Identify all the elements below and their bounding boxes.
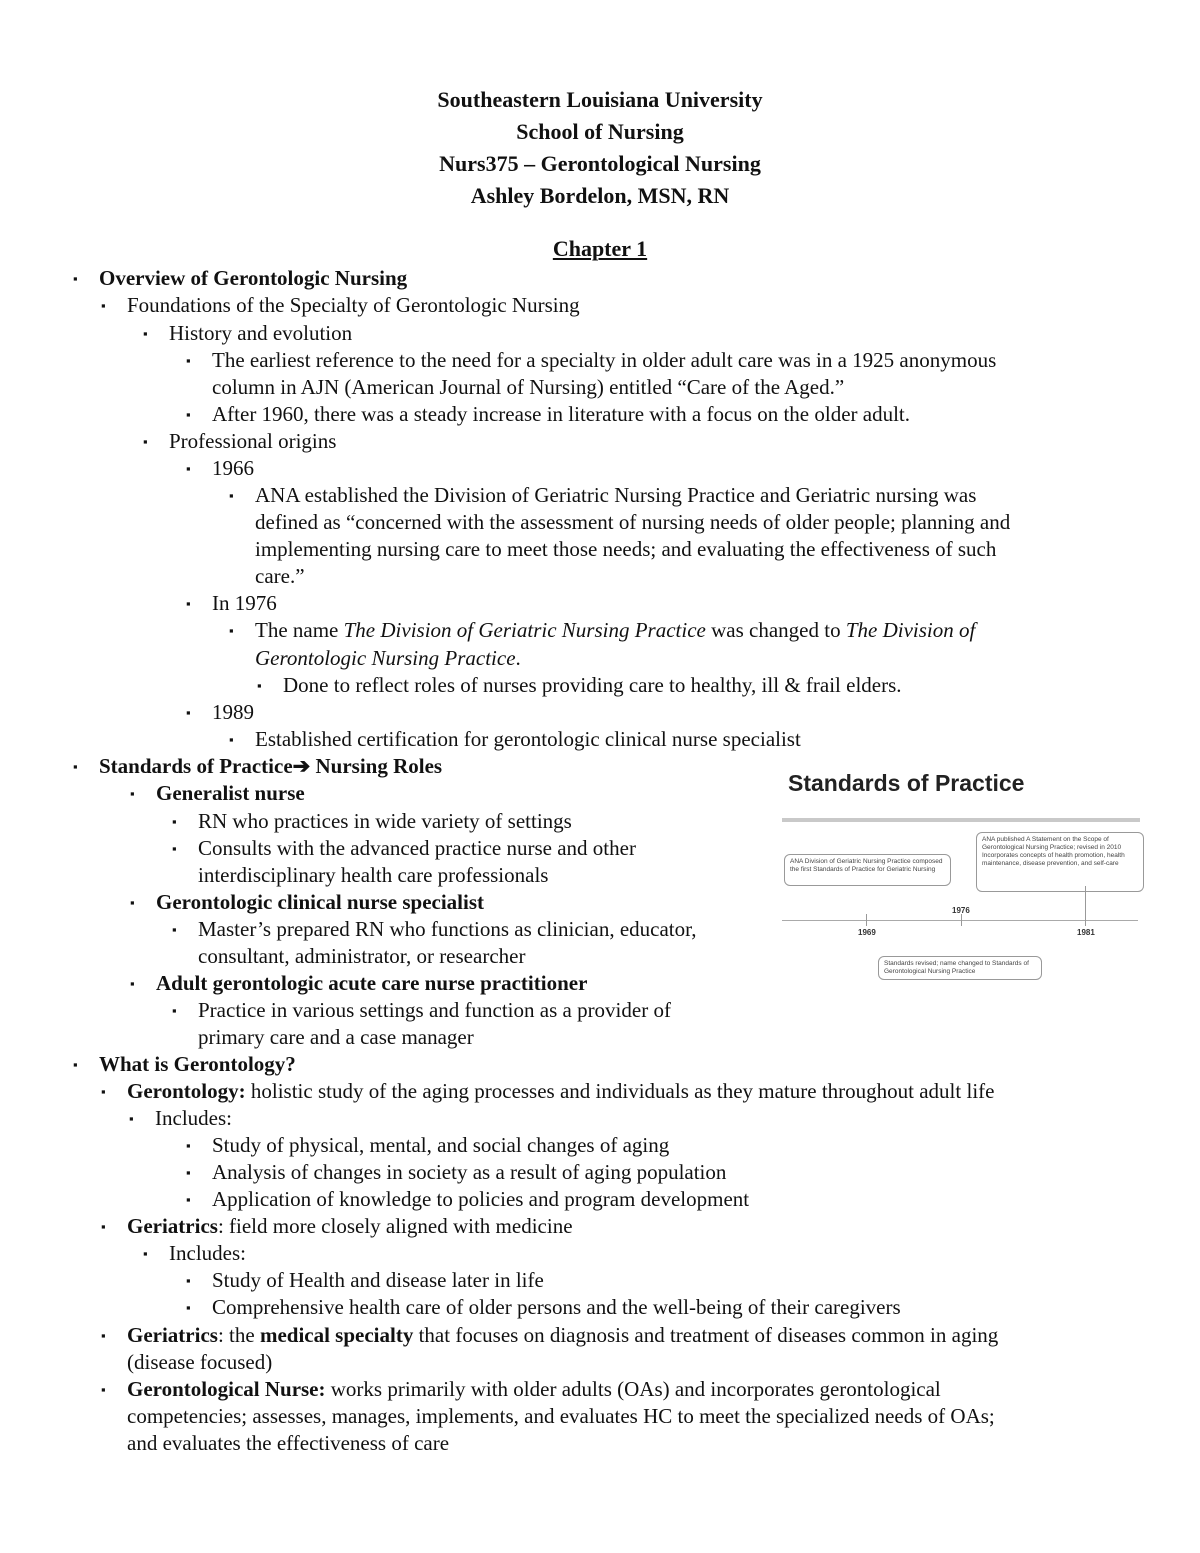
list-item: ▪ What is Gerontology? bbox=[73, 1052, 296, 1076]
timeline-box-1969: ANA Division of Geriatric Nursing Practice composed the first Standards of Practice for Geriatric Nursing bbox=[784, 854, 951, 886]
figure-title: Standards of Practice bbox=[788, 770, 1025, 796]
list-item: ▪ History and evolution bbox=[143, 321, 353, 345]
standards-timeline-figure bbox=[780, 762, 1142, 990]
list-item: ▪ Foundations of the Specialty of Gerontologic Nursing bbox=[101, 293, 580, 317]
list-item: ▪ Geriatrics: field more closely aligned with medicine bbox=[101, 1214, 573, 1238]
list-item: ▪ Adult gerontologic acute care nurse practitioner bbox=[130, 971, 588, 995]
list-item-continuation: column in AJN (American Journal of Nursing) entitled “Care of the Aged.” bbox=[212, 375, 845, 399]
list-item: ▪ The name The Division of Geriatric Nursing Practice was changed to The Division of bbox=[229, 618, 976, 642]
list-item-continuation: implementing nursing care to meet those needs; and evaluating the effectiveness of such bbox=[255, 537, 997, 561]
timeline-box-1981-text: ANA published A Statement on the Scope of Gerontological Nursing Practice; revised in 2010 bbox=[982, 836, 1122, 851]
chapter-title: Chapter 1 bbox=[552, 236, 648, 261]
document-header bbox=[0, 84, 1200, 212]
list-item: ▪ Gerontology: holistic study of the aging processes and individuals as they mature throughout adult life bbox=[101, 1079, 995, 1103]
arrow-right-icon: ➔ bbox=[292, 754, 311, 778]
list-item: ▪ In 1976 bbox=[186, 591, 277, 615]
list-item: ▪ Standards of Practice➔ Nursing Roles bbox=[73, 754, 443, 778]
timeline-tick bbox=[866, 914, 867, 926]
list-item-continuation: primary care and a case manager bbox=[198, 1025, 474, 1049]
list-item: ▪ Generalist nurse bbox=[130, 781, 305, 805]
list-item-continuation: Gerontologic Nursing Practice. bbox=[255, 646, 521, 670]
list-item-continuation: defined as “concerned with the assessment of nursing needs of older people; planning and bbox=[255, 510, 1011, 534]
list-item: ▪ Gerontologic clinical nurse specialist bbox=[130, 890, 485, 914]
list-item: ▪ Overview of Gerontologic Nursing bbox=[73, 266, 408, 290]
list-item: ▪ Application of knowledge to policies and program development bbox=[186, 1187, 750, 1211]
list-item-continuation: competencies; assesses, manages, implements, and evaluates HC to meet the specialized needs of OAs; bbox=[127, 1404, 995, 1428]
list-item: ▪ Consults with the advanced practice nurse and other bbox=[172, 836, 636, 860]
year-label: 1981 bbox=[1077, 928, 1095, 937]
list-item: ▪ Includes: bbox=[143, 1241, 246, 1265]
list-item: ▪ 1989 bbox=[186, 700, 254, 724]
school-name: School of Nursing bbox=[516, 119, 684, 144]
list-item-continuation: (disease focused) bbox=[127, 1350, 273, 1374]
university-name: Southeastern Louisiana University bbox=[437, 87, 763, 112]
list-item: ▪ Professional origins bbox=[143, 429, 337, 453]
timeline-box-1976: Standards revised; name changed to Standards of Gerontological Nursing Practice bbox=[878, 956, 1042, 980]
list-item: ▪ Comprehensive health care of older persons and the well-being of their caregivers bbox=[186, 1295, 901, 1319]
list-item: ▪ After 1960, there was a steady increase in literature with a focus on the older adult. bbox=[186, 402, 910, 426]
list-item-continuation: and evaluates the effectiveness of care bbox=[127, 1431, 450, 1455]
list-item: ▪ Study of Health and disease later in life bbox=[186, 1268, 544, 1292]
course-title: Nurs375 – Gerontological Nursing bbox=[439, 151, 761, 176]
list-item-continuation: care.” bbox=[255, 564, 305, 588]
list-item: ▪ Practice in various settings and function as a provider of bbox=[172, 998, 671, 1022]
list-item: ▪ Study of physical, mental, and social changes of aging bbox=[186, 1133, 670, 1157]
timeline-box-1981 bbox=[976, 832, 1144, 892]
list-item: ▪ Includes: bbox=[129, 1106, 232, 1130]
list-item: ▪ RN who practices in wide variety of settings bbox=[172, 809, 572, 833]
list-item-continuation: interdisciplinary health care professionals bbox=[198, 863, 549, 887]
year-label: 1976 bbox=[952, 906, 970, 915]
list-item: ▪ Gerontological Nurse: works primarily with older adults (OAs) and incorporates gerontological bbox=[101, 1377, 941, 1401]
timeline-tick bbox=[1085, 886, 1086, 926]
list-item: ▪ Geriatrics: the medical specialty that focuses on diagnosis and treatment of diseases common in aging bbox=[101, 1323, 999, 1347]
timeline-tick bbox=[961, 914, 962, 926]
figure-divider bbox=[782, 818, 1140, 822]
timeline-box-1981-text-2: Incorporates concepts of health promotion, health maintenance, disease prevention, and self-care bbox=[982, 852, 1125, 867]
list-item: ▪ Analysis of changes in society as a result of aging population bbox=[186, 1160, 727, 1184]
list-item: ▪ The earliest reference to the need for a specialty in older adult care was in a 1925 anonymous bbox=[186, 348, 997, 372]
year-label: 1969 bbox=[858, 928, 876, 937]
list-item: ▪ 1966 bbox=[186, 456, 254, 480]
list-item: ▪ Done to reflect roles of nurses providing care to healthy, ill & frail elders. bbox=[257, 673, 902, 697]
list-item: ▪ ANA established the Division of Geriatric Nursing Practice and Geriatric nursing was bbox=[229, 483, 977, 507]
instructor-name: Ashley Bordelon, MSN, RN bbox=[470, 183, 730, 208]
list-item: ▪ Master’s prepared RN who functions as clinician, educator, bbox=[172, 917, 697, 941]
list-item: ▪ Established certification for gerontologic clinical nurse specialist bbox=[229, 727, 801, 751]
list-item-continuation: consultant, administrator, or researcher bbox=[198, 944, 526, 968]
